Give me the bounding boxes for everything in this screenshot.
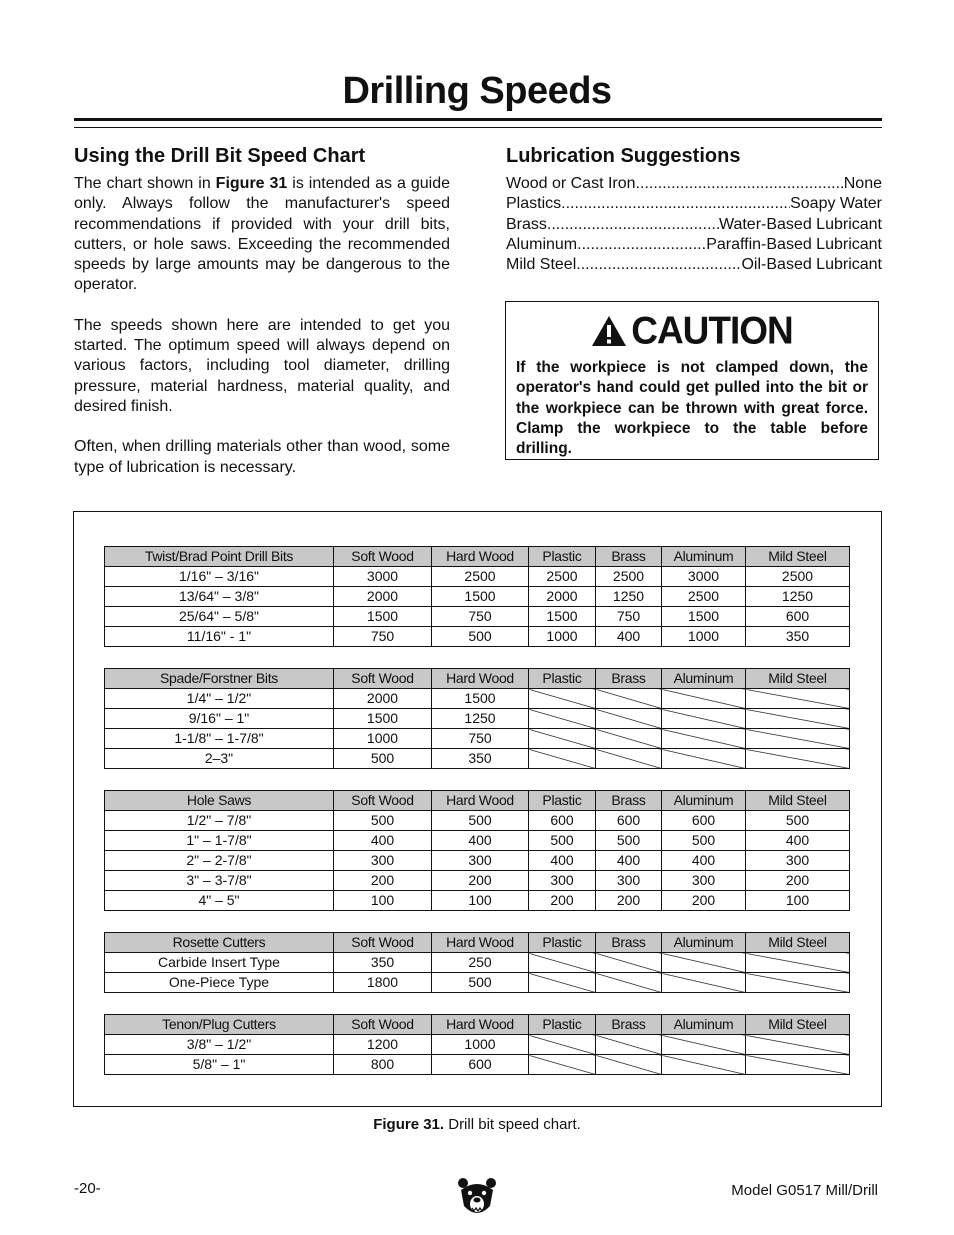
lubrication-item [506, 215, 882, 235]
speed-value-cell: 600 [662, 811, 746, 831]
lubrication-section [506, 145, 882, 275]
table-row [105, 973, 850, 993]
speed-value-cell: 500 [334, 811, 432, 831]
speed-value-cell: 200 [529, 891, 596, 911]
material-name: Brass [506, 215, 547, 233]
speed-value-cell: 1800 [334, 973, 432, 993]
size-cell: 3" – 3-7/8" [105, 871, 334, 891]
speed-value-cell: 1500 [432, 689, 529, 709]
size-cell: 1/16" – 3/16" [105, 567, 334, 587]
column-header: Mild Steel [746, 547, 850, 567]
not-applicable-cell [662, 1055, 746, 1075]
not-applicable-cell [746, 973, 850, 993]
column-header: Aluminum [662, 547, 746, 567]
speed-value-cell: 300 [662, 871, 746, 891]
size-cell: 4" – 5" [105, 891, 334, 911]
paragraph-intro: The chart shown in Figure 31 is intended as a guide only. Always follow the manufacturer's speed recommendations if provided with your drill bits, cutters, or hole saws. Exceeding the recommended speeds by large amounts may be dangerous to the operator. [74, 175, 451, 294]
column-header: Aluminum [662, 669, 746, 689]
speed-value-cell: 200 [662, 891, 746, 911]
table-title: Hole Saws [105, 791, 334, 811]
column-header: Hard Wood [432, 791, 529, 811]
column-header: Soft Wood [334, 791, 432, 811]
speed-value-cell: 2000 [334, 587, 432, 607]
speed-value-cell: 500 [334, 749, 432, 769]
speed-value-cell: 600 [746, 607, 850, 627]
table-row [105, 607, 850, 627]
not-applicable-cell [596, 1035, 662, 1055]
size-cell: 1/4" – 1/2" [105, 689, 334, 709]
speed-value-cell: 600 [432, 1055, 529, 1075]
lubricant-name: None [843, 175, 882, 192]
table-row [105, 953, 850, 973]
speed-value-cell: 1000 [334, 729, 432, 749]
speed-value-cell: 2000 [529, 587, 596, 607]
speed-value-cell: 350 [746, 627, 850, 647]
lubrication-item [506, 235, 882, 255]
title-rule [74, 118, 882, 121]
not-applicable-cell [529, 953, 596, 973]
caution-text: If the workpiece is not clamped down, the operator's hand could get pulled into the bit or the workpiece can be thrown with great force. Clamp the workpiece to the table before drilling. [516, 359, 868, 458]
leader-dots [636, 174, 844, 194]
table-title: Rosette Cutters [105, 933, 334, 953]
not-applicable-cell [746, 749, 850, 769]
lubricant-name: Water-Based Lubricant [718, 215, 882, 233]
table-row [105, 1055, 850, 1075]
column-header: Brass [596, 933, 662, 953]
speed-value-cell: 300 [334, 851, 432, 871]
warning-triangle-icon [591, 315, 627, 347]
speed-value-cell: 1250 [596, 587, 662, 607]
speed-value-cell: 2500 [529, 567, 596, 587]
column-header: Hard Wood [432, 933, 529, 953]
column-header: Brass [596, 669, 662, 689]
column-header: Soft Wood [334, 933, 432, 953]
material-name: Wood or Cast Iron [506, 175, 636, 192]
model-label: Model G0517 Mill/Drill [731, 1182, 878, 1199]
caution-header [516, 310, 868, 352]
column-header: Mild Steel [746, 791, 850, 811]
table-title: Twist/Brad Point Drill Bits [105, 547, 334, 567]
speed-value-cell: 200 [334, 871, 432, 891]
drill-speed-chart-section [74, 145, 450, 498]
not-applicable-cell [596, 953, 662, 973]
speed-value-cell: 750 [334, 627, 432, 647]
speed-value-cell: 1500 [334, 709, 432, 729]
speed-value-cell: 750 [432, 607, 529, 627]
size-cell: 1-1/8" – 1-7/8" [105, 729, 334, 749]
not-applicable-cell [662, 953, 746, 973]
leader-dots [577, 235, 706, 255]
not-applicable-cell [746, 709, 850, 729]
section-heading: Using the Drill Bit Speed Chart [74, 145, 366, 167]
not-applicable-cell [529, 1055, 596, 1075]
speed-value-cell: 400 [596, 627, 662, 647]
table-row [105, 627, 850, 647]
title-rule-thin [74, 127, 882, 128]
lubricant-name: Oil-Based Lubricant [741, 256, 882, 274]
not-applicable-cell [596, 729, 662, 749]
speed-value-cell: 2000 [334, 689, 432, 709]
size-cell: 2–3" [105, 749, 334, 769]
speed-value-cell: 3000 [334, 567, 432, 587]
column-header: Mild Steel [746, 933, 850, 953]
column-header: Plastic [529, 669, 596, 689]
speed-value-cell: 1250 [432, 709, 529, 729]
speed-value-cell: 500 [432, 811, 529, 831]
not-applicable-cell [746, 729, 850, 749]
caution-label: CAUTION [631, 308, 793, 352]
size-cell: 9/16" – 1" [105, 709, 334, 729]
speed-value-cell: 200 [596, 891, 662, 911]
speed-value-cell: 1500 [334, 607, 432, 627]
speed-value-cell: 400 [746, 831, 850, 851]
size-cell: 25/64" – 5/8" [105, 607, 334, 627]
size-cell: 13/64" – 3/8" [105, 587, 334, 607]
column-header: Aluminum [662, 791, 746, 811]
not-applicable-cell [529, 1035, 596, 1055]
not-applicable-cell [662, 709, 746, 729]
speed-value-cell: 1000 [662, 627, 746, 647]
not-applicable-cell [662, 973, 746, 993]
column-header: Aluminum [662, 1015, 746, 1035]
table-row [105, 891, 850, 911]
leader-dots [576, 255, 741, 275]
speed-value-cell: 350 [334, 953, 432, 973]
speed-table [104, 932, 850, 993]
speed-value-cell: 750 [432, 729, 529, 749]
column-header: Brass [596, 1015, 662, 1035]
not-applicable-cell [746, 1055, 850, 1075]
table-row [105, 587, 850, 607]
material-name: Plastics [506, 195, 562, 213]
speed-value-cell: 250 [432, 953, 529, 973]
speed-value-cell: 400 [662, 851, 746, 871]
speed-value-cell: 300 [746, 851, 850, 871]
caution-box [505, 301, 879, 460]
speed-table [104, 668, 850, 769]
size-cell: 1/2" – 7/8" [105, 811, 334, 831]
speed-value-cell: 1500 [662, 607, 746, 627]
column-header: Plastic [529, 933, 596, 953]
speed-value-cell: 1500 [529, 607, 596, 627]
page-title: Drilling Speeds [342, 70, 612, 112]
speed-value-cell: 2500 [432, 567, 529, 587]
table-row [105, 871, 850, 891]
not-applicable-cell [596, 973, 662, 993]
column-header: Aluminum [662, 933, 746, 953]
leader-dots [547, 215, 719, 235]
leader-dots [561, 194, 790, 214]
lubricant-name: Soapy Water [790, 195, 882, 213]
size-cell: Carbide Insert Type [105, 953, 334, 973]
not-applicable-cell [596, 709, 662, 729]
section-heading: Lubrication Suggestions [506, 145, 741, 167]
speed-value-cell: 2500 [662, 587, 746, 607]
not-applicable-cell [529, 749, 596, 769]
speed-value-cell: 300 [529, 871, 596, 891]
speed-value-cell: 500 [746, 811, 850, 831]
column-header: Plastic [529, 547, 596, 567]
not-applicable-cell [662, 1035, 746, 1055]
grizzly-bear-logo [457, 1176, 497, 1218]
table-row [105, 709, 850, 729]
column-header: Brass [596, 547, 662, 567]
table-row [105, 831, 850, 851]
column-header: Soft Wood [334, 669, 432, 689]
speed-value-cell: 1000 [432, 1035, 529, 1055]
column-header: Plastic [529, 791, 596, 811]
column-header: Soft Wood [334, 547, 432, 567]
speed-value-cell: 2500 [596, 567, 662, 587]
table-row [105, 1035, 850, 1055]
lubrication-item [506, 194, 882, 214]
not-applicable-cell [662, 689, 746, 709]
size-cell: 11/16" - 1" [105, 627, 334, 647]
speed-value-cell: 300 [596, 871, 662, 891]
speed-value-cell: 500 [596, 831, 662, 851]
speed-value-cell: 800 [334, 1055, 432, 1075]
speed-value-cell: 600 [596, 811, 662, 831]
table-row [105, 729, 850, 749]
size-cell: 5/8" – 1" [105, 1055, 334, 1075]
table-title: Tenon/Plug Cutters [105, 1015, 334, 1035]
not-applicable-cell [529, 973, 596, 993]
speed-value-cell: 350 [432, 749, 529, 769]
not-applicable-cell [746, 953, 850, 973]
lubrication-list [506, 174, 882, 275]
column-header: Plastic [529, 1015, 596, 1035]
paragraph-factors: The speeds shown here are intended to get you started. The optimum speed will always depend on various factors, including tool diameter, drilling pressure, material hardness, material quality, and desired finish. [74, 316, 450, 415]
speed-value-cell: 400 [596, 851, 662, 871]
speed-value-cell: 600 [529, 811, 596, 831]
column-header: Hard Wood [432, 669, 529, 689]
lubrication-item [506, 255, 882, 275]
speed-value-cell: 100 [746, 891, 850, 911]
paragraph-lubrication: Often, when drilling materials other than wood, some type of lubrication is necessary. [74, 438, 450, 476]
column-header: Mild Steel [746, 1015, 850, 1035]
speed-value-cell: 400 [432, 831, 529, 851]
not-applicable-cell [596, 1055, 662, 1075]
speed-value-cell: 500 [432, 627, 529, 647]
material-name: Mild Steel [506, 256, 577, 274]
not-applicable-cell [746, 1035, 850, 1055]
table-row [105, 749, 850, 769]
speed-value-cell: 100 [432, 891, 529, 911]
speed-value-cell: 1200 [334, 1035, 432, 1055]
not-applicable-cell [662, 729, 746, 749]
speed-value-cell: 400 [334, 831, 432, 851]
speed-value-cell: 400 [529, 851, 596, 871]
speed-value-cell: 3000 [662, 567, 746, 587]
speed-value-cell: 1000 [529, 627, 596, 647]
speed-value-cell: 2500 [746, 567, 850, 587]
speed-table [104, 1014, 850, 1075]
not-applicable-cell [746, 689, 850, 709]
speed-value-cell: 1250 [746, 587, 850, 607]
size-cell: One-Piece Type [105, 973, 334, 993]
not-applicable-cell [596, 689, 662, 709]
column-header: Mild Steel [746, 669, 850, 689]
speed-value-cell: 500 [662, 831, 746, 851]
table-row [105, 851, 850, 871]
material-name: Aluminum [506, 235, 578, 253]
not-applicable-cell [596, 749, 662, 769]
column-header: Soft Wood [334, 1015, 432, 1035]
page-number: -20- [74, 1180, 101, 1197]
table-row [105, 689, 850, 709]
column-header: Brass [596, 791, 662, 811]
size-cell: 1" – 1-7/8" [105, 831, 334, 851]
table-row [105, 811, 850, 831]
size-cell: 2" – 2-7/8" [105, 851, 334, 871]
speed-table [104, 546, 850, 647]
not-applicable-cell [529, 729, 596, 749]
size-cell: 3/8" – 1/2" [105, 1035, 334, 1055]
speed-value-cell: 300 [432, 851, 529, 871]
not-applicable-cell [662, 749, 746, 769]
figure-caption: Figure 31. Drill bit speed chart. [373, 1116, 581, 1133]
speed-value-cell: 750 [596, 607, 662, 627]
table-title: Spade/Forstner Bits [105, 669, 334, 689]
not-applicable-cell [529, 709, 596, 729]
speed-value-cell: 500 [529, 831, 596, 851]
speed-value-cell: 500 [432, 973, 529, 993]
lubrication-item [506, 174, 882, 194]
column-header: Hard Wood [432, 547, 529, 567]
table-row [105, 567, 850, 587]
speed-value-cell: 200 [432, 871, 529, 891]
column-header: Hard Wood [432, 1015, 529, 1035]
not-applicable-cell [529, 689, 596, 709]
lubricant-name: Paraffin-Based Lubricant [706, 235, 882, 253]
speed-table [104, 790, 850, 911]
speed-value-cell: 200 [746, 871, 850, 891]
figure-reference: Figure 31 [215, 175, 288, 192]
speed-value-cell: 1500 [432, 587, 529, 607]
speed-value-cell: 100 [334, 891, 432, 911]
